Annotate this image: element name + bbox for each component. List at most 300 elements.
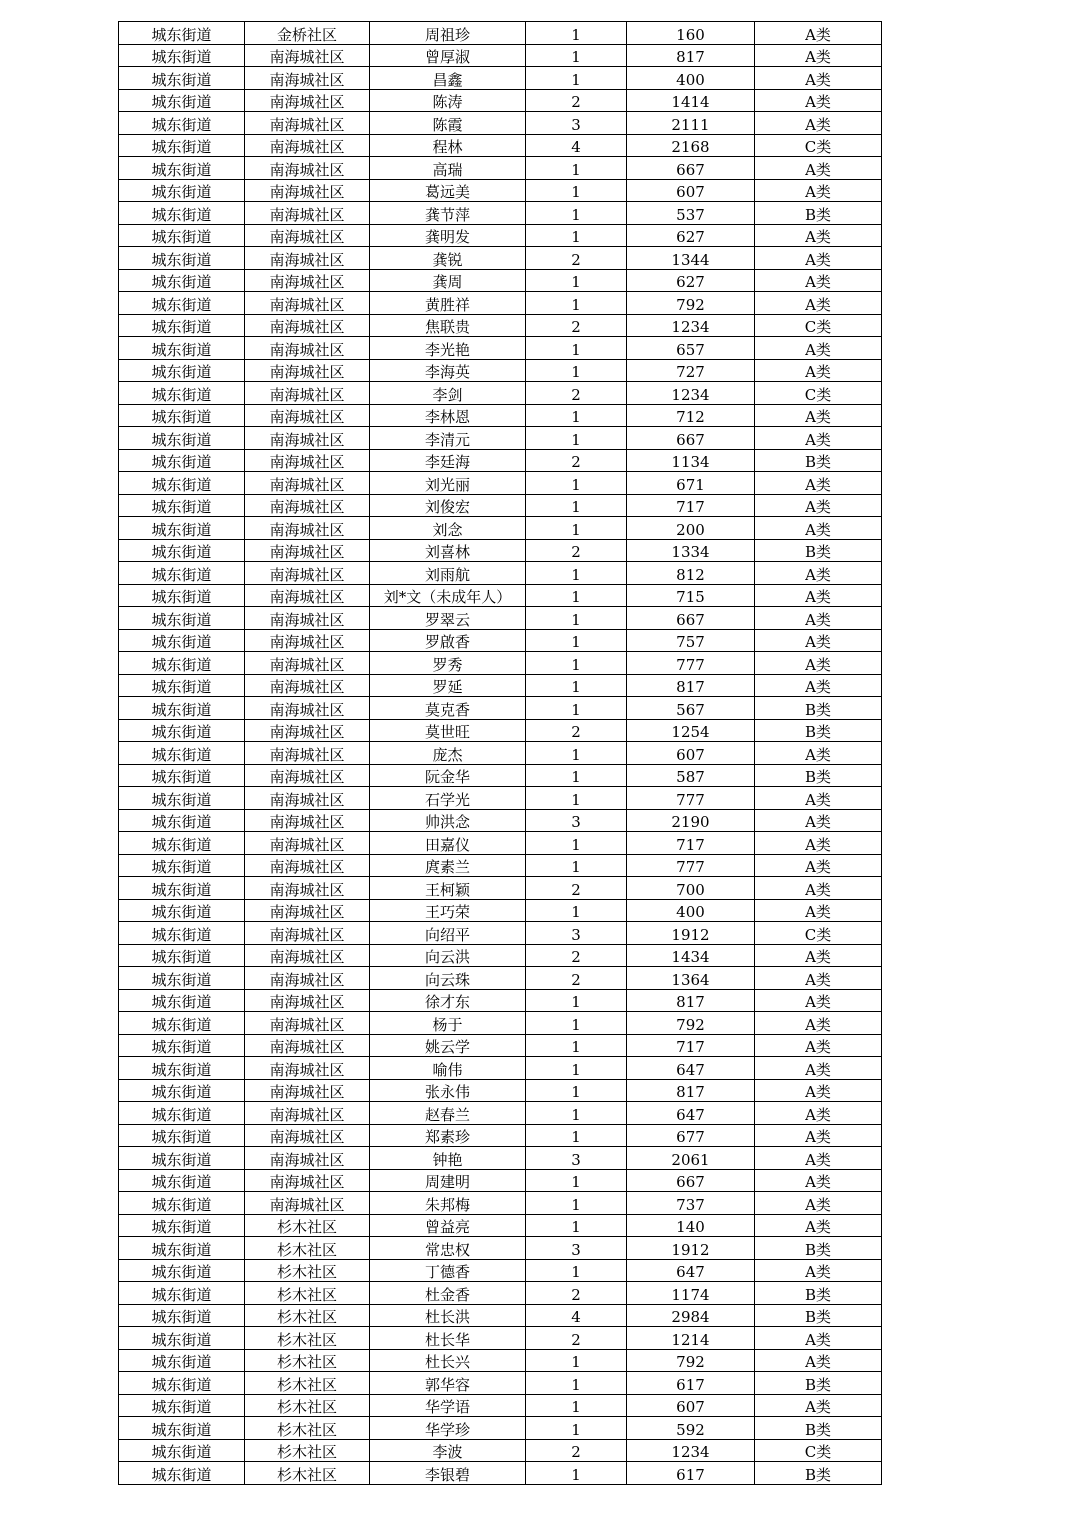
- community-cell: 南海城社区: [245, 517, 370, 540]
- household-size-cell: 1: [526, 1169, 627, 1192]
- street-cell: 城东街道: [119, 742, 245, 765]
- table-row: [119, 1034, 882, 1057]
- category-cell: A类: [755, 494, 882, 517]
- table-row: [119, 607, 882, 630]
- category-cell: B类: [755, 1282, 882, 1305]
- name-cell: 杜长华: [370, 1327, 526, 1350]
- category-cell: A类: [755, 584, 882, 607]
- street-cell: 城东街道: [119, 449, 245, 472]
- table-row: [119, 1282, 882, 1305]
- street-cell: 城东街道: [119, 112, 245, 135]
- household-size-cell: 1: [526, 292, 627, 315]
- street-cell: 城东街道: [119, 67, 245, 90]
- amount-cell: 1234: [627, 1439, 755, 1462]
- table-row: [119, 629, 882, 652]
- amount-cell: 671: [627, 472, 755, 495]
- community-cell: 南海城社区: [245, 652, 370, 675]
- street-cell: 城东街道: [119, 584, 245, 607]
- name-cell: 杜长兴: [370, 1349, 526, 1372]
- community-cell: 杉木社区: [245, 1327, 370, 1350]
- street-cell: 城东街道: [119, 1102, 245, 1125]
- household-size-cell: 1: [526, 1192, 627, 1215]
- community-cell: 杉木社区: [245, 1439, 370, 1462]
- name-cell: 华学珍: [370, 1417, 526, 1440]
- category-cell: A类: [755, 652, 882, 675]
- table-row: [119, 157, 882, 180]
- community-cell: 南海城社区: [245, 719, 370, 742]
- amount-cell: 817: [627, 44, 755, 67]
- street-cell: 城东街道: [119, 1034, 245, 1057]
- community-cell: 南海城社区: [245, 899, 370, 922]
- amount-cell: 1174: [627, 1282, 755, 1305]
- community-cell: 南海城社区: [245, 809, 370, 832]
- amount-cell: 1214: [627, 1327, 755, 1350]
- street-cell: 城东街道: [119, 629, 245, 652]
- household-size-cell: 2: [526, 1282, 627, 1305]
- name-cell: 杜长洪: [370, 1304, 526, 1327]
- table-row: [119, 1237, 882, 1260]
- household-size-cell: 1: [526, 22, 627, 45]
- table-row: [119, 697, 882, 720]
- street-cell: 城东街道: [119, 89, 245, 112]
- name-cell: 李光艳: [370, 337, 526, 360]
- street-cell: 城东街道: [119, 1079, 245, 1102]
- household-size-cell: 1: [526, 854, 627, 877]
- community-cell: 南海城社区: [245, 562, 370, 585]
- amount-cell: 757: [627, 629, 755, 652]
- category-cell: A类: [755, 1349, 882, 1372]
- name-cell: 高瑞: [370, 157, 526, 180]
- table-row: [119, 899, 882, 922]
- category-cell: A类: [755, 112, 882, 135]
- street-cell: 城东街道: [119, 359, 245, 382]
- category-cell: A类: [755, 269, 882, 292]
- amount-cell: 817: [627, 989, 755, 1012]
- street-cell: 城东街道: [119, 404, 245, 427]
- community-cell: 南海城社区: [245, 382, 370, 405]
- table-row: [119, 539, 882, 562]
- name-cell: 罗秀: [370, 652, 526, 675]
- category-cell: A类: [755, 1147, 882, 1170]
- amount-cell: 667: [627, 607, 755, 630]
- community-cell: 南海城社区: [245, 292, 370, 315]
- name-cell: 喻伟: [370, 1057, 526, 1080]
- category-cell: A类: [755, 179, 882, 202]
- community-cell: 南海城社区: [245, 67, 370, 90]
- community-cell: 南海城社区: [245, 44, 370, 67]
- amount-cell: 607: [627, 179, 755, 202]
- community-cell: 杉木社区: [245, 1237, 370, 1260]
- street-cell: 城东街道: [119, 269, 245, 292]
- category-cell: A类: [755, 517, 882, 540]
- street-cell: 城东街道: [119, 899, 245, 922]
- community-cell: 南海城社区: [245, 877, 370, 900]
- table-row: [119, 832, 882, 855]
- street-cell: 城东街道: [119, 1124, 245, 1147]
- street-cell: 城东街道: [119, 854, 245, 877]
- community-cell: 南海城社区: [245, 337, 370, 360]
- name-cell: 向云洪: [370, 944, 526, 967]
- street-cell: 城东街道: [119, 719, 245, 742]
- household-size-cell: 1: [526, 494, 627, 517]
- category-cell: B类: [755, 202, 882, 225]
- amount-cell: 400: [627, 899, 755, 922]
- amount-cell: 737: [627, 1192, 755, 1215]
- household-size-cell: 1: [526, 359, 627, 382]
- category-cell: C类: [755, 382, 882, 405]
- name-cell: 焦联贵: [370, 314, 526, 337]
- household-size-cell: 1: [526, 764, 627, 787]
- table-row: [119, 1079, 882, 1102]
- street-cell: 城东街道: [119, 494, 245, 517]
- name-cell: 丁德香: [370, 1259, 526, 1282]
- amount-cell: 647: [627, 1259, 755, 1282]
- street-cell: 城东街道: [119, 877, 245, 900]
- category-cell: A类: [755, 1124, 882, 1147]
- street-cell: 城东街道: [119, 382, 245, 405]
- table-row: [119, 494, 882, 517]
- amount-cell: 1414: [627, 89, 755, 112]
- household-size-cell: 1: [526, 584, 627, 607]
- household-size-cell: 3: [526, 1147, 627, 1170]
- table-row: [119, 314, 882, 337]
- household-size-cell: 1: [526, 787, 627, 810]
- name-cell: 曾益亮: [370, 1214, 526, 1237]
- street-cell: 城东街道: [119, 809, 245, 832]
- name-cell: 罗延: [370, 674, 526, 697]
- table-row: [119, 719, 882, 742]
- street-cell: 城东街道: [119, 1147, 245, 1170]
- table-row: [119, 1102, 882, 1125]
- household-size-cell: 1: [526, 1259, 627, 1282]
- name-cell: 龚节萍: [370, 202, 526, 225]
- household-size-cell: 4: [526, 1304, 627, 1327]
- household-size-cell: 1: [526, 1102, 627, 1125]
- community-cell: 南海城社区: [245, 269, 370, 292]
- community-cell: 南海城社区: [245, 1034, 370, 1057]
- table-row: [119, 562, 882, 585]
- household-size-cell: 1: [526, 674, 627, 697]
- household-size-cell: 1: [526, 1034, 627, 1057]
- amount-cell: 1912: [627, 922, 755, 945]
- amount-cell: 712: [627, 404, 755, 427]
- street-cell: 城东街道: [119, 1237, 245, 1260]
- community-cell: 杉木社区: [245, 1372, 370, 1395]
- table-body: [119, 22, 882, 1485]
- street-cell: 城东街道: [119, 44, 245, 67]
- name-cell: 杨于: [370, 1012, 526, 1035]
- category-cell: B类: [755, 719, 882, 742]
- table-row: [119, 1147, 882, 1170]
- community-cell: 南海城社区: [245, 697, 370, 720]
- street-cell: 城东街道: [119, 922, 245, 945]
- community-cell: 南海城社区: [245, 832, 370, 855]
- table-row: [119, 1192, 882, 1215]
- street-cell: 城东街道: [119, 787, 245, 810]
- street-cell: 城东街道: [119, 314, 245, 337]
- household-size-cell: 1: [526, 1349, 627, 1372]
- household-size-cell: 3: [526, 809, 627, 832]
- name-cell: 郭华容: [370, 1372, 526, 1395]
- community-cell: 南海城社区: [245, 742, 370, 765]
- table-row: [119, 1304, 882, 1327]
- category-cell: A类: [755, 22, 882, 45]
- table-row: [119, 134, 882, 157]
- community-cell: 南海城社区: [245, 1012, 370, 1035]
- name-cell: 杜金香: [370, 1282, 526, 1305]
- amount-cell: 777: [627, 787, 755, 810]
- community-cell: 南海城社区: [245, 764, 370, 787]
- household-size-cell: 2: [526, 967, 627, 990]
- household-size-cell: 1: [526, 1372, 627, 1395]
- name-cell: 龚明发: [370, 224, 526, 247]
- category-cell: A类: [755, 877, 882, 900]
- category-cell: A类: [755, 967, 882, 990]
- household-size-cell: 3: [526, 922, 627, 945]
- category-cell: A类: [755, 157, 882, 180]
- community-cell: 南海城社区: [245, 1057, 370, 1080]
- community-cell: 南海城社区: [245, 157, 370, 180]
- table-row: [119, 89, 882, 112]
- name-cell: 帅洪念: [370, 809, 526, 832]
- table-row: [119, 877, 882, 900]
- community-cell: 南海城社区: [245, 314, 370, 337]
- community-cell: 南海城社区: [245, 224, 370, 247]
- household-size-cell: 2: [526, 719, 627, 742]
- name-cell: 庹素兰: [370, 854, 526, 877]
- table-row: [119, 1327, 882, 1350]
- amount-cell: 617: [627, 1462, 755, 1485]
- household-size-cell: 2: [526, 539, 627, 562]
- amount-cell: 1134: [627, 449, 755, 472]
- category-cell: A类: [755, 359, 882, 382]
- category-cell: A类: [755, 1394, 882, 1417]
- table-row: [119, 967, 882, 990]
- community-cell: 杉木社区: [245, 1259, 370, 1282]
- amount-cell: 792: [627, 1349, 755, 1372]
- name-cell: 李海英: [370, 359, 526, 382]
- street-cell: 城东街道: [119, 674, 245, 697]
- community-cell: 南海城社区: [245, 112, 370, 135]
- table-row: [119, 224, 882, 247]
- street-cell: 城东街道: [119, 1327, 245, 1350]
- table-row: [119, 1259, 882, 1282]
- category-cell: A类: [755, 1327, 882, 1350]
- community-cell: 南海城社区: [245, 247, 370, 270]
- amount-cell: 792: [627, 1012, 755, 1035]
- community-cell: 杉木社区: [245, 1304, 370, 1327]
- street-cell: 城东街道: [119, 1214, 245, 1237]
- amount-cell: 537: [627, 202, 755, 225]
- community-cell: 南海城社区: [245, 1124, 370, 1147]
- street-cell: 城东街道: [119, 517, 245, 540]
- category-cell: B类: [755, 764, 882, 787]
- community-cell: 南海城社区: [245, 989, 370, 1012]
- community-cell: 南海城社区: [245, 134, 370, 157]
- household-size-cell: 1: [526, 697, 627, 720]
- table-row: [119, 517, 882, 540]
- category-cell: A类: [755, 224, 882, 247]
- name-cell: 莫世旺: [370, 719, 526, 742]
- category-cell: A类: [755, 899, 882, 922]
- household-size-cell: 1: [526, 269, 627, 292]
- table-row: [119, 922, 882, 945]
- household-size-cell: 1: [526, 562, 627, 585]
- community-cell: 南海城社区: [245, 607, 370, 630]
- amount-cell: 717: [627, 494, 755, 517]
- category-cell: A类: [755, 1012, 882, 1035]
- household-size-cell: 1: [526, 337, 627, 360]
- community-cell: 南海城社区: [245, 629, 370, 652]
- table-row: [119, 1462, 882, 1485]
- street-cell: 城东街道: [119, 1372, 245, 1395]
- community-cell: 南海城社区: [245, 449, 370, 472]
- community-cell: 南海城社区: [245, 674, 370, 697]
- amount-cell: 607: [627, 1394, 755, 1417]
- amount-cell: 592: [627, 1417, 755, 1440]
- name-cell: 常忠权: [370, 1237, 526, 1260]
- table-row: [119, 1439, 882, 1462]
- street-cell: 城东街道: [119, 292, 245, 315]
- community-cell: 南海城社区: [245, 427, 370, 450]
- table-row: [119, 382, 882, 405]
- amount-cell: 717: [627, 832, 755, 855]
- community-cell: 南海城社区: [245, 787, 370, 810]
- name-cell: 龚周: [370, 269, 526, 292]
- community-cell: 南海城社区: [245, 472, 370, 495]
- street-cell: 城东街道: [119, 247, 245, 270]
- table-row: [119, 427, 882, 450]
- category-cell: B类: [755, 1237, 882, 1260]
- name-cell: 黄胜祥: [370, 292, 526, 315]
- household-size-cell: 3: [526, 112, 627, 135]
- name-cell: 朱邦梅: [370, 1192, 526, 1215]
- category-cell: A类: [755, 404, 882, 427]
- category-cell: A类: [755, 989, 882, 1012]
- name-cell: 刘俊宏: [370, 494, 526, 517]
- amount-cell: 617: [627, 1372, 755, 1395]
- category-cell: A类: [755, 1102, 882, 1125]
- community-cell: 南海城社区: [245, 539, 370, 562]
- street-cell: 城东街道: [119, 1259, 245, 1282]
- street-cell: 城东街道: [119, 1349, 245, 1372]
- amount-cell: 587: [627, 764, 755, 787]
- name-cell: 周祖珍: [370, 22, 526, 45]
- street-cell: 城东街道: [119, 224, 245, 247]
- amount-cell: 817: [627, 674, 755, 697]
- street-cell: 城东街道: [119, 989, 245, 1012]
- table-row: [119, 337, 882, 360]
- amount-cell: 1234: [627, 314, 755, 337]
- amount-cell: 627: [627, 269, 755, 292]
- category-cell: B类: [755, 449, 882, 472]
- community-cell: 南海城社区: [245, 1147, 370, 1170]
- amount-cell: 2190: [627, 809, 755, 832]
- category-cell: B类: [755, 539, 882, 562]
- amount-cell: 812: [627, 562, 755, 585]
- amount-cell: 607: [627, 742, 755, 765]
- amount-cell: 2984: [627, 1304, 755, 1327]
- amount-cell: 1434: [627, 944, 755, 967]
- table-row: [119, 1057, 882, 1080]
- household-size-cell: 1: [526, 427, 627, 450]
- category-cell: A类: [755, 1079, 882, 1102]
- amount-cell: 160: [627, 22, 755, 45]
- category-cell: A类: [755, 1169, 882, 1192]
- table-row: [119, 67, 882, 90]
- category-cell: B类: [755, 697, 882, 720]
- household-size-cell: 2: [526, 1327, 627, 1350]
- household-size-cell: 1: [526, 157, 627, 180]
- name-cell: 罗翠云: [370, 607, 526, 630]
- household-size-cell: 1: [526, 1394, 627, 1417]
- street-cell: 城东街道: [119, 1304, 245, 1327]
- table-row: [119, 1394, 882, 1417]
- table-row: [119, 359, 882, 382]
- household-size-cell: 1: [526, 1214, 627, 1237]
- amount-cell: 717: [627, 1034, 755, 1057]
- table-row: [119, 989, 882, 1012]
- name-cell: 阮金华: [370, 764, 526, 787]
- street-cell: 城东街道: [119, 472, 245, 495]
- name-cell: 刘光丽: [370, 472, 526, 495]
- household-size-cell: 1: [526, 67, 627, 90]
- table-row: [119, 1372, 882, 1395]
- table-row: [119, 787, 882, 810]
- household-size-cell: 2: [526, 247, 627, 270]
- table-row: [119, 764, 882, 787]
- amount-cell: 715: [627, 584, 755, 607]
- name-cell: 陈涛: [370, 89, 526, 112]
- household-size-cell: 1: [526, 1057, 627, 1080]
- street-cell: 城东街道: [119, 539, 245, 562]
- name-cell: 王柯颖: [370, 877, 526, 900]
- household-size-cell: 1: [526, 179, 627, 202]
- community-cell: 南海城社区: [245, 584, 370, 607]
- name-cell: 李廷海: [370, 449, 526, 472]
- category-cell: B类: [755, 1372, 882, 1395]
- amount-cell: 657: [627, 337, 755, 360]
- name-cell: 罗啟香: [370, 629, 526, 652]
- name-cell: 华学语: [370, 1394, 526, 1417]
- table-row: [119, 22, 882, 45]
- street-cell: 城东街道: [119, 764, 245, 787]
- table-row: [119, 202, 882, 225]
- category-cell: A类: [755, 89, 882, 112]
- community-cell: 杉木社区: [245, 1349, 370, 1372]
- category-cell: B类: [755, 1417, 882, 1440]
- street-cell: 城东街道: [119, 427, 245, 450]
- street-cell: 城东街道: [119, 1282, 245, 1305]
- table-row: [119, 674, 882, 697]
- household-size-cell: 1: [526, 742, 627, 765]
- street-cell: 城东街道: [119, 22, 245, 45]
- household-size-cell: 2: [526, 944, 627, 967]
- category-cell: B类: [755, 1304, 882, 1327]
- household-size-cell: 2: [526, 1439, 627, 1462]
- community-cell: 南海城社区: [245, 1102, 370, 1125]
- table-row: [119, 472, 882, 495]
- table-row: [119, 179, 882, 202]
- relief-roster-table: [118, 21, 882, 1485]
- street-cell: 城东街道: [119, 202, 245, 225]
- table-row: [119, 584, 882, 607]
- street-cell: 城东街道: [119, 1462, 245, 1485]
- amount-cell: 792: [627, 292, 755, 315]
- household-size-cell: 2: [526, 314, 627, 337]
- table-row: [119, 1349, 882, 1372]
- street-cell: 城东街道: [119, 1057, 245, 1080]
